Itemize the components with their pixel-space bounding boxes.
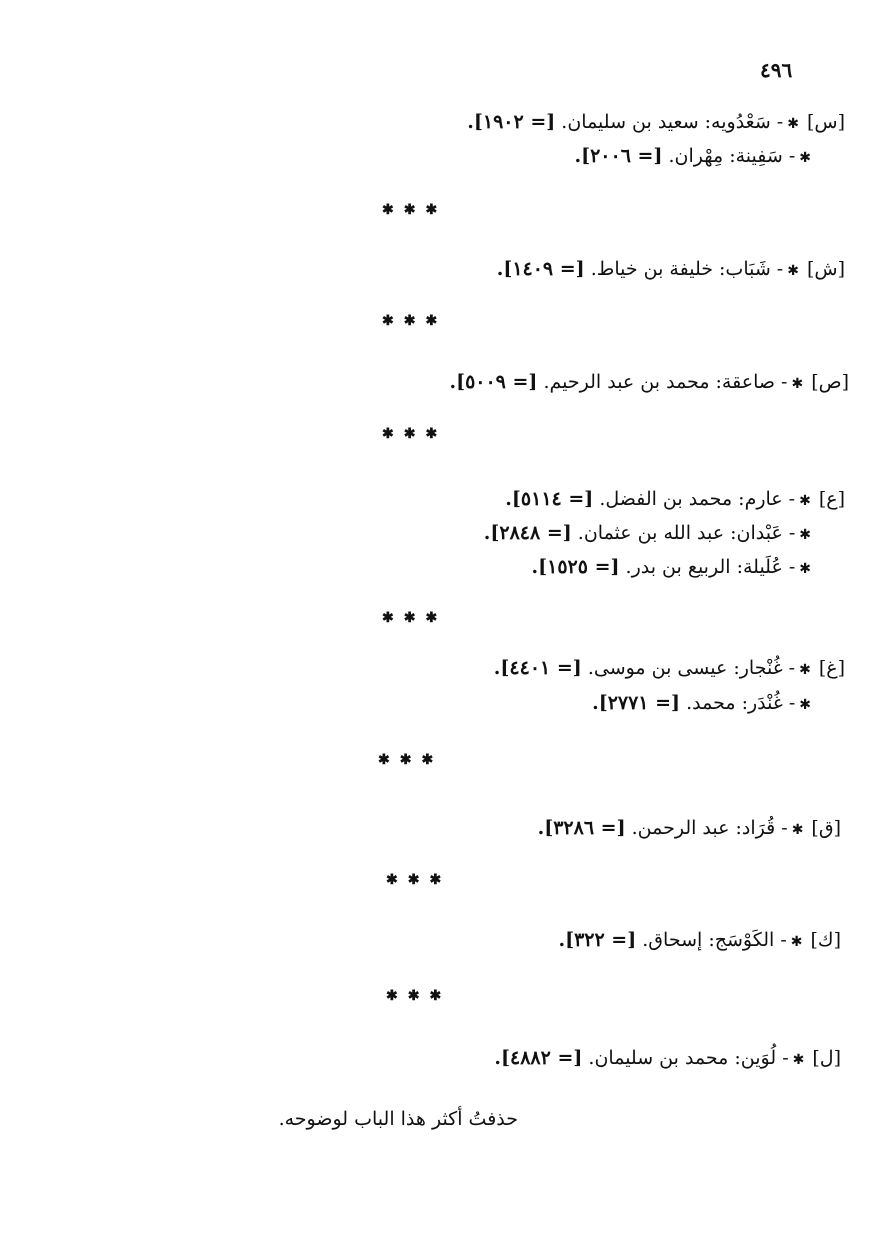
page-number: ٤٩٦ [760, 58, 793, 82]
entry-line [505, 486, 845, 514]
asterisk-icon: ✱ [799, 561, 811, 577]
entry-line [558, 927, 841, 955]
entry-ref: [= ١٤٠٩]. [496, 258, 585, 280]
asterisk-icon: ✱ [799, 493, 811, 509]
entry-line [467, 109, 845, 137]
entry-text: - قُرَاد: عبد الرحمن. [631, 817, 788, 839]
entry-ref: [= ٣٢٢]. [558, 929, 637, 951]
section-letter: [ع] [818, 488, 845, 510]
asterisk-icon: ✱ [787, 116, 799, 132]
entry-text: - عُلَيلة: الربيع بن بدر. [625, 556, 796, 578]
asterisk-icon: ✱ [799, 527, 811, 543]
entry-text: - شَبَاب: خليفة بن خياط. [590, 258, 784, 280]
entry-text: - سَعْدُويه: سعيد بن سليمان. [561, 111, 784, 133]
asterisk-icon: ✱ [799, 697, 811, 713]
entry-text: - سَفِينة: مِهْران. [668, 145, 796, 167]
asterisk-icon: ✱ [792, 1052, 805, 1068]
section-separator: ✱✱✱ [386, 988, 452, 1004]
section-letter: [ش] [806, 258, 845, 280]
section-separator: ✱✱✱ [382, 313, 448, 329]
entry-text: - غُنْدَر: محمد. [686, 692, 796, 714]
section-letter: [غ] [818, 657, 845, 679]
section-letter: [ل] [812, 1047, 841, 1069]
entry-ref: [= ٤٤٠١]. [493, 657, 582, 679]
section-letter: [ق] [811, 817, 841, 839]
entry-ref: [= ١٩٠٢]. [467, 111, 556, 133]
entry-text: - لُوَين: محمد بن سليمان. [588, 1047, 789, 1069]
asterisk-icon: ✱ [790, 934, 803, 950]
entry-ref: [= ٢٠٠٦]. [574, 145, 663, 167]
section-letter: [س] [806, 111, 845, 133]
entry-line [497, 256, 845, 284]
entry-line [574, 143, 811, 171]
entry-text: - غُنْجار: عيسى بن موسى. [587, 657, 796, 679]
asterisk-icon: ✱ [791, 822, 804, 838]
entry-text: - صاعقة: محمد بن عبد الرحيم. [543, 371, 788, 393]
entry-text: - عارم: محمد بن الفضل. [599, 488, 796, 510]
footer-note: حذفتُ أكثر هذا الباب لوضوحه. [278, 1108, 518, 1130]
entry-text: - الكَوْسَج: إسحاق. [642, 929, 787, 951]
entry-line [484, 520, 811, 548]
entry-line [494, 1045, 841, 1073]
entry-text: - عَبْدان: عبد الله بن عثمان. [577, 522, 796, 544]
entry-line [494, 655, 845, 683]
entry-ref: [= ٥٠٠٩]. [449, 371, 538, 393]
section-separator: ✱✱✱ [382, 202, 448, 218]
asterisk-icon: ✱ [791, 376, 804, 392]
entry-ref: [= ٤٨٨٢]. [494, 1047, 583, 1069]
section-separator: ✱✱✱ [382, 426, 448, 442]
section-separator: ✱✱✱ [386, 872, 452, 888]
section-separator: ✱✱✱ [382, 610, 448, 626]
asterisk-icon: ✱ [799, 150, 811, 166]
entry-line [538, 815, 841, 843]
section-letter: [ص] [811, 371, 849, 393]
entry-line [592, 690, 811, 718]
entry-ref: [= ٥١١٤]. [505, 488, 594, 510]
entry-ref: [= ١٥٢٥]. [531, 556, 620, 578]
entry-ref: [= ٢٨٤٨]. [483, 522, 572, 544]
section-letter: [ك] [810, 929, 841, 951]
entry-line [449, 369, 849, 397]
asterisk-icon: ✱ [799, 662, 811, 678]
entry-ref: [= ٢٧٧١]. [592, 692, 681, 714]
entry-line [532, 554, 811, 582]
section-separator: ✱✱✱ [378, 752, 444, 768]
entry-ref: [= ٣٢٨٦]. [537, 817, 626, 839]
asterisk-icon: ✱ [787, 263, 799, 279]
